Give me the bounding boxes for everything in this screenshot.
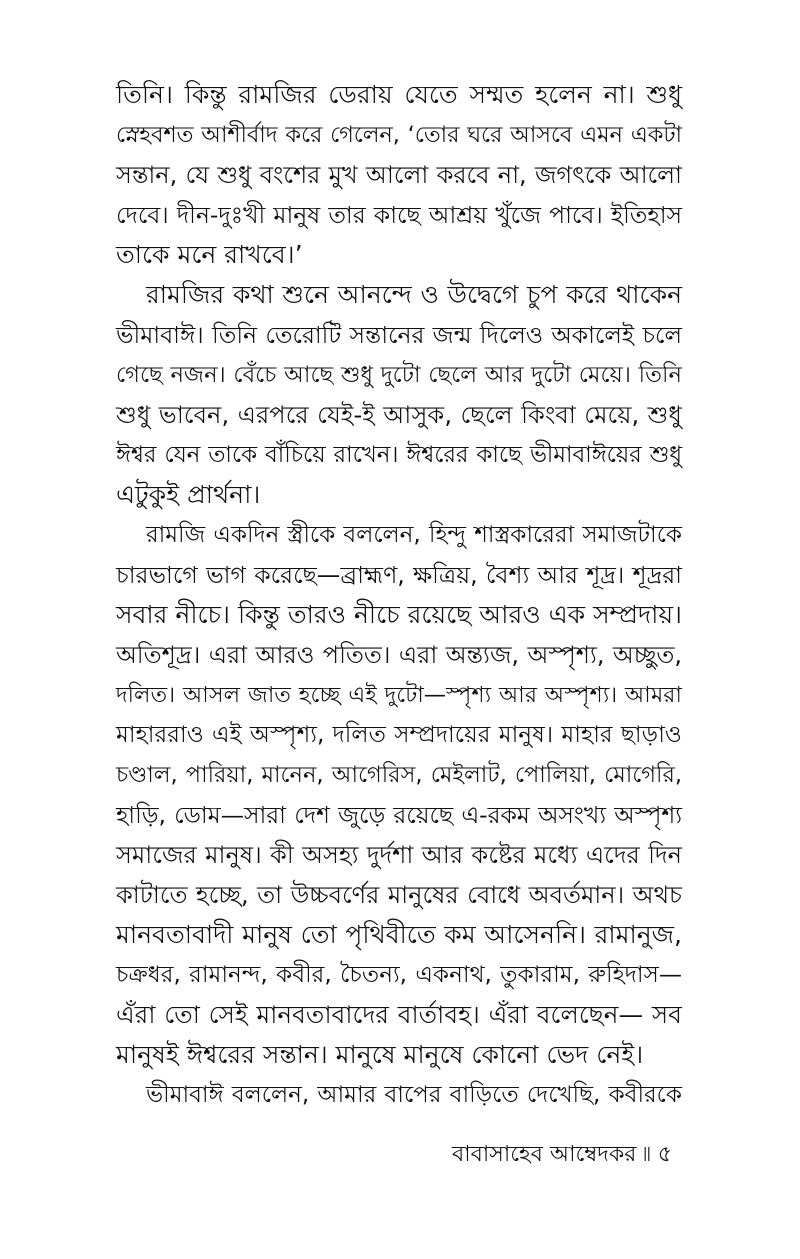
text-line: রামজির কথা শুনে আনন্দে ও উদ্বেগে চুপ করে থাকেন <box>146 280 682 309</box>
text-line: ঈশ্বর যেন তাকে বাঁচিয়ে রাখেন। ঈশ্বরের কাছে ভীমাবাঈয়ের শুধু <box>116 442 682 468</box>
text-line: গেছে নজন। বেঁচে আছে শুধু দুটো ছেলে আর দুটো মেয়ে। তিনি <box>116 362 682 388</box>
text-line: মানবতাবাদী মানুষ তো পৃথিবীতে কম আসেননি। রামানুজ, <box>116 920 682 949</box>
text-line: হাড়ি, ডোম—সারা দেশ জুড়ে রয়েছে এ-রকম অসংখ্য অস্পৃশ্য <box>116 801 682 829</box>
text-line: স্নেহবশত আশীর্বাদ করে গেলেন, ‘তোর ঘরে আসবে এমন একটা <box>116 122 682 148</box>
text-line: চণ্ডাল, পারিয়া, মানেন, আগেরিস, মেইলাট, পোলিয়া, মোগেরি, <box>116 762 682 788</box>
text-line: কাটাতে হচ্ছে, তা উচ্চবর্ণের মানুষের বোধে অবর্তমান। অথচ <box>116 881 682 909</box>
text-line: তাকে মনে রাখবে।’ <box>116 240 303 269</box>
text-line: এটুকুই প্রার্থনা। <box>116 480 261 509</box>
running-footer: বাবাসাহেব আম্বেদকর ৷৷ ৫ <box>452 1142 672 1167</box>
text-line: ভীমাবাঈ। তিনি তেরোটি সন্তানের জন্ম দিলেও অকালেই চলে <box>116 321 682 349</box>
text-line: সমাজের মানুষ। কী অসহ্য দুর্দশা আর কষ্টের মধ্যে এদের দিন <box>116 841 682 869</box>
text-line: এঁরা তো সেই মানবতাবাদের বার্তাবহ। এঁরা বলেছেন— সব <box>116 1000 682 1029</box>
text-line: তিনি। কিন্তু রামজির ডেরায় যেতে সম্মত হলেন না। শুধু <box>116 80 682 109</box>
text-line: দলিত। আসল জাত হচ্ছে এই দুটো—স্পৃশ্য আর অস্পৃশ্য। আমরা <box>116 682 682 708</box>
text-line: অতিশূদ্র। এরা আরও পতিত। এরা অন্ত্যজ, অস্পৃশ্য, অচ্ছুত, <box>116 641 682 669</box>
text-line: ভীমাবাঈ বললেন, আমার বাপের বাড়িতে দেখেছি, কবীরকে <box>146 1082 682 1108</box>
text-line: চক্রধর, রামানন্দ, কবীর, চৈতন্য, একনাথ, তুকারাম, রুহিদাস— <box>116 962 682 988</box>
text-line: রামজি একদিন স্ত্রীকে বললেন, হিন্দু শাস্ত্রকারেরা সমাজটাকে <box>146 522 682 548</box>
text-line: সবার নীচে। কিন্তু তারও নীচে রয়েছে আরও এক সম্প্রদায়। <box>116 600 682 629</box>
text-line: শুধু ভাবেন, এরপরে যেই-ই আসুক, ছেলে কিংবা মেয়ে, শুধু <box>116 401 682 429</box>
text-line: সন্তান, যে শুধু বংশের মুখ আলো করবে না, জগৎকে আলো <box>116 161 682 189</box>
text-line: মাহাররাও এই অস্পৃশ্য, দলিত সম্প্রদায়ের মানুষ। মাহার ছাড়াও <box>116 721 682 748</box>
text-line: মানুষই ঈশ্বরের সন্তান। মানুষে মানুষে কোনো ভেদ নেই। <box>116 1040 644 1069</box>
body-text <box>116 75 682 1115</box>
text-line: চারভাগে ভাগ করেছে—ব্রাহ্মণ, ক্ষত্রিয়, বৈশ্য আর শূদ্র। শূদ্ররা <box>116 561 682 589</box>
text-line: দেবে। দীন-দুঃখী মানুষ তার কাছে আশ্রয় খুঁজে পাবে। ইতিহাস <box>116 201 682 229</box>
